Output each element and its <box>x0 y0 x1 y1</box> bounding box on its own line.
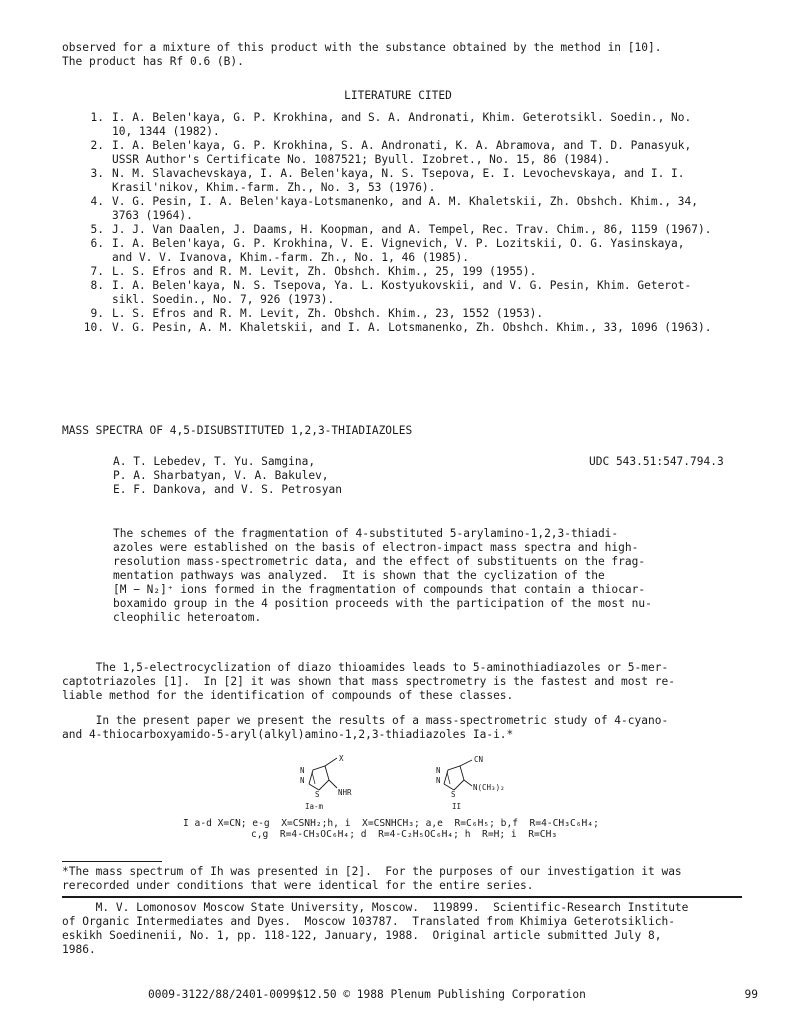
author-line: E. F. Dankova, and V. S. Petrosyan <box>113 483 343 496</box>
text-line: The product has Rf 0.6 (B). <box>62 55 244 68</box>
article-title: MASS SPECTRA OF 4,5-DISUBSTITUTED 1,2,3-THIADIAZOLES <box>62 424 413 437</box>
reference-line: and V. V. Ivanova, Khim.-farm. Zh., No. 1, 46 (1985). <box>112 251 469 264</box>
affiliation-line: of Organic Intermediates and Dyes. Moscow 103787. Translated from Khimiya Geterotsiklich- <box>62 915 675 928</box>
footer-copyright: 0009-3122/88/2401-0099$12.50 © 1988 Plenum Publishing Corporation <box>148 988 586 1001</box>
reference-line: I. A. Belen'kaya, N. S. Tsepova, Ya. L. Kostyukovskii, and V. G. Pesin, Khim. Geterot- <box>112 279 692 292</box>
legend-line: I a-d X=CN; e-g X=CSNH₂;h, i X=CSNHCH₃; a,e R=C₆H₅; b,f R=4-CH₃C₆H₄; <box>183 818 599 829</box>
abstract-line: azoles were established on the basis of electron-impact mass spectra and high- <box>113 541 639 554</box>
paragraph-line: In the present paper we present the results of a mass-spectrometric study of 4-cyano- <box>62 714 669 727</box>
reference-item <box>62 237 762 265</box>
affiliation-divider <box>62 896 742 898</box>
paragraph-line: The 1,5-electrocyclization of diazo thioamides leads to 5-aminothiadiazoles or 5-mer- <box>62 661 669 674</box>
reference-number: 9. <box>90 307 104 320</box>
body-paragraph <box>62 714 762 742</box>
atom-s: S <box>315 790 320 799</box>
structure-ii <box>432 754 542 812</box>
substituent-dimethylamino: N(CH₃)₂ <box>473 783 505 792</box>
reference-line: V. G. Pesin, A. M. Khaletskii, and I. A. Lotsmanenko, Zh. Obshch. Khim., 33, 1096 (1963). <box>112 321 712 334</box>
reference-number: 7. <box>90 265 104 278</box>
structure-label: II <box>452 802 462 811</box>
reference-line: L. S. Efros and R. M. Levit, Zh. Obshch. Khim., 25, 199 (1955). <box>112 265 537 278</box>
author-list <box>113 455 513 497</box>
paragraph-line: liable method for the identification of compounds of these classes. <box>62 689 514 702</box>
reference-number: 4. <box>90 195 104 208</box>
reference-number: 1. <box>90 111 104 124</box>
abstract-line: mentation pathways was analyzed. It is shown that the cyclization of the <box>113 569 605 582</box>
reference-item <box>62 195 762 223</box>
footnote-line: rerecorded under conditions that were identical for the entire series. <box>62 879 534 892</box>
udc-code: UDC 543.51:547.794.3 <box>589 455 724 468</box>
page-number: 99 <box>744 988 758 1001</box>
affiliation-line: eskikh Soedinenii, No. 1, pp. 118-122, January, 1988. Original article submitted July 8, <box>62 929 662 942</box>
paragraph-line: captotriazoles [1]. In [2] it was shown that mass spectrometry is the fastest and most re- <box>62 675 675 688</box>
footnote-divider <box>62 861 162 862</box>
affiliation <box>62 901 762 957</box>
reference-item <box>62 307 762 321</box>
reference-line: N. M. Slavachevskaya, I. A. Belen'kaya, N. S. Tsepova, E. I. Levochevskaya, and I. I. <box>112 167 685 180</box>
reference-number: 2. <box>90 139 104 152</box>
reference-line: L. S. Efros and R. M. Levit, Zh. Obshch. Khim., 23, 1552 (1953). <box>112 307 544 320</box>
atom-n: N <box>436 776 441 785</box>
reference-item <box>62 223 762 237</box>
structure-ia-m <box>285 754 365 812</box>
structure-label: Ia-m <box>305 802 324 811</box>
paragraph-line: and 4-thiocarboxyamido-5-aryl(alkyl)amino-1,2,3-thiadiazoles Ia-i.* <box>62 728 514 741</box>
reference-line: 10, 1344 (1982). <box>112 125 220 138</box>
substituent-cn: CN <box>474 755 484 764</box>
reference-item <box>62 139 762 167</box>
reference-item <box>62 265 762 279</box>
substituent-x: X <box>339 754 344 763</box>
footnote-line: *The mass spectrum of Ih was presented in [2]. For the purposes of our investigation it was <box>62 865 682 878</box>
reference-item <box>62 111 762 139</box>
abstract-line: cleophilic heteroatom. <box>113 611 262 624</box>
text-line: observed for a mixture of this product with the substance obtained by the method in [10]. <box>62 41 662 54</box>
reference-number: 5. <box>90 223 104 236</box>
abstract-line: resolution mass-spectrometric data, and the effect of substituents on the frag- <box>113 555 646 568</box>
atom-n: N <box>436 766 441 775</box>
reference-item <box>62 321 762 335</box>
atom-n: N <box>300 776 305 785</box>
reference-number: 8. <box>90 279 104 292</box>
reference-line: 3763 (1964). <box>112 209 193 222</box>
atom-s: S <box>451 790 456 799</box>
thiadiazole-ring-diagram <box>285 754 365 812</box>
abstract-line: [M − N₂]⁺ ions formed in the fragmentation of compounds that contain a thiocar- <box>113 583 646 596</box>
reference-line: Krasil'nikov, Khim.-farm. Zh., No. 3, 53 (1976). <box>112 181 436 194</box>
abstract-line: boxamido group in the 4 position proceeds with the participation of the most nu- <box>113 597 652 610</box>
legend-line: c,g R=4-CH₃OC₆H₄; d R=4-C₂H₅OC₆H₄; h R=H; i R=CH₃ <box>251 829 558 840</box>
reference-item <box>62 279 762 307</box>
continuation-text <box>62 41 762 69</box>
reference-line: V. G. Pesin, I. A. Belen'kaya-Lotsmanenko, and A. M. Khaletskii, Zh. Obshch. Khim., 34, <box>112 195 698 208</box>
reference-line: I. A. Belen'kaya, G. P. Krokhina, V. E. Vignevich, V. P. Lozitskii, O. G. Yasinskaya, <box>112 237 685 250</box>
reference-number: 3. <box>90 167 104 180</box>
atom-n: N <box>300 766 305 775</box>
affiliation-line: M. V. Lomonosov Moscow State University, Moscow. 119899. Scientific-Research Institute <box>62 901 689 914</box>
abstract <box>113 527 713 625</box>
reference-number: 6. <box>90 237 104 250</box>
body-paragraph <box>62 661 762 703</box>
author-line: A. T. Lebedev, T. Yu. Samgina, <box>113 455 316 468</box>
reference-number: 10. <box>83 321 104 334</box>
literature-heading: LITERATURE CITED <box>344 89 452 102</box>
abstract-line: The schemes of the fragmentation of 4-substituted 5-arylamino-1,2,3-thiadi- <box>113 527 619 540</box>
reference-line: USSR Author's Certificate No. 1087521; Byull. Izobret., No. 15, 86 (1984). <box>112 153 611 166</box>
reference-line: I. A. Belen'kaya, G. P. Krokhina, and S. A. Andronati, Khim. Geterotsikl. Soedin., No. <box>112 111 692 124</box>
compound-legend <box>183 818 653 840</box>
reference-item <box>62 167 762 195</box>
affiliation-line: 1986. <box>62 943 96 956</box>
reference-line: sikl. Soedin., No. 7, 926 (1973). <box>112 293 335 306</box>
substituent-nhr: NHR <box>338 788 352 797</box>
footnote <box>62 865 762 893</box>
reference-line: J. J. Van Daalen, J. Daams, H. Koopman, and A. Tempel, Rec. Trav. Chim., 86, 1159 (1967). <box>112 223 712 236</box>
author-line: P. A. Sharbatyan, V. A. Bakulev, <box>113 469 329 482</box>
reference-line: I. A. Belen'kaya, G. P. Krokhina, S. A. Andronati, K. A. Abramova, and T. D. Panasyuk, <box>112 139 692 152</box>
reference-list <box>62 111 762 335</box>
